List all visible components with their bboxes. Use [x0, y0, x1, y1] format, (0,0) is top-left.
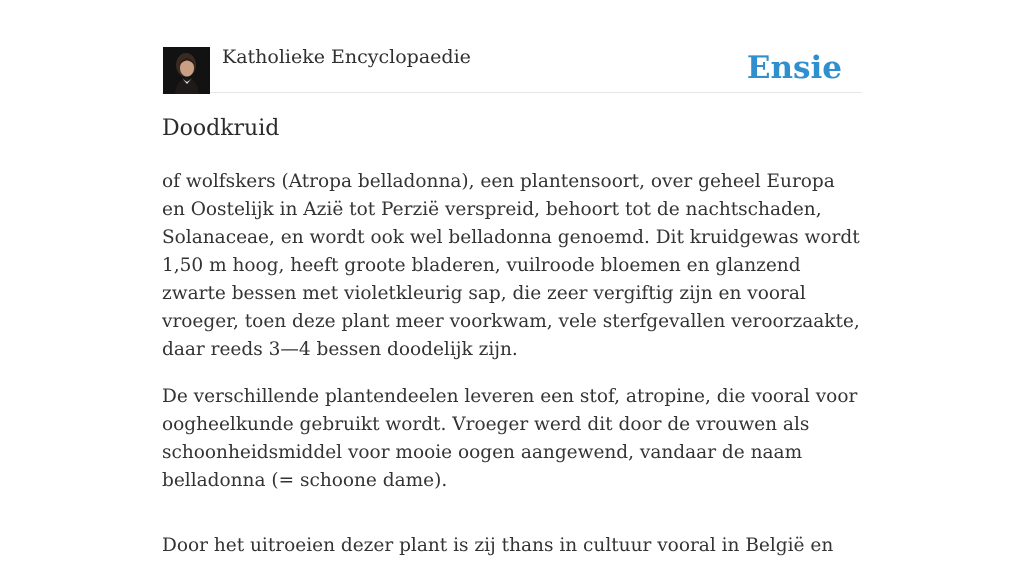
article-paragraph: De verschillende plantendeelen leveren een stof, atropine, die vooral voor oogheelkunde gebruikt wordt. Vroeger werd dit door de vrouwen als schoonheidsmiddel voor mooie oogen aangewend, vandaar de naam belladonna (= schoone dame). [162, 386, 858, 491]
source-title[interactable]: Katholieke Encyclopaedie [222, 46, 471, 68]
ensie-logo[interactable]: Ensie [746, 50, 842, 86]
portrait-avatar-icon[interactable] [163, 47, 210, 94]
article-paragraph: Door het uitroeien dezer plant is zij thans in cultuur vooral in België en [162, 535, 834, 556]
page-container [162, 0, 862, 556]
entry-title: Doodkruid [162, 116, 280, 141]
source-header [162, 0, 862, 93]
article-body [162, 168, 862, 579]
article-paragraph: of wolfskers (Atropa belladonna), een plantensoort, over geheel Europa en Oostelijk in Azië tot Perzië verspreid, behoort tot de nachtschaden, Solanaceae, en wordt ook wel belladonna genoemd. Dit kruidgewas wordt 1,50 m hoog, heeft groote bladeren, vuilroode bloemen en glanzend zwarte bessen met violetkleurig sap, die zeer vergiftig zijn en vooral vroeger, toen deze plant meer voorkwam, vele sterfgevallen veroorzaakte, daar reeds 3—4 bessen doodelijk zijn. [162, 171, 860, 360]
